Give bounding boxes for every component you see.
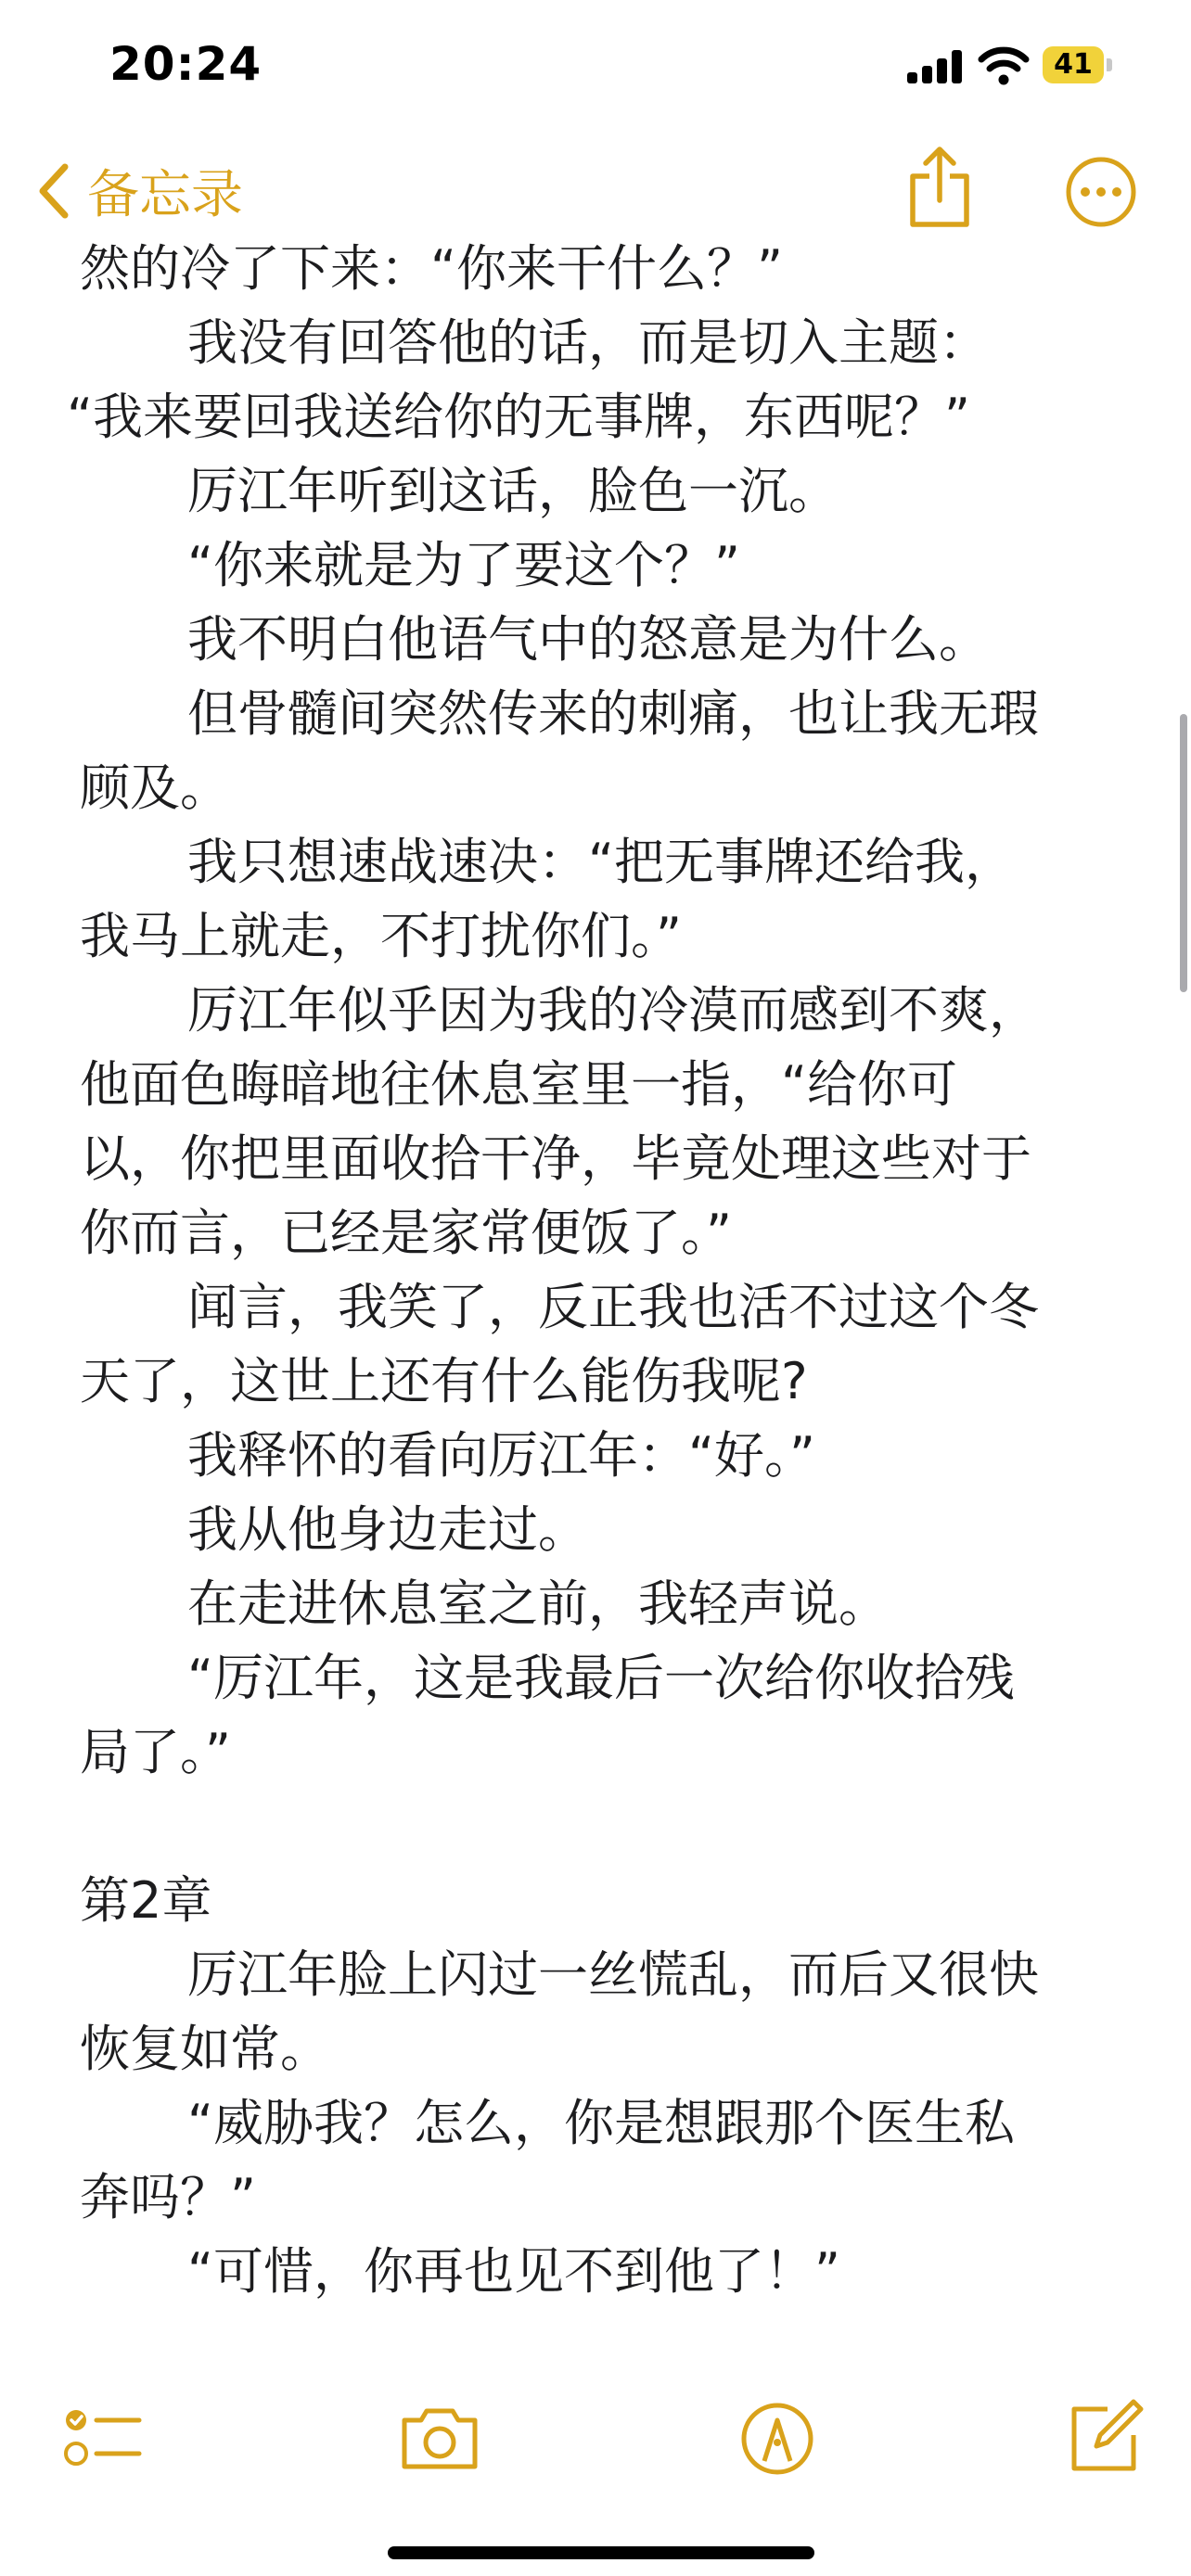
note-line: 在走进休息室之前，我轻声说。	[187, 1575, 889, 1633]
camera-icon[interactable]	[395, 2392, 484, 2481]
note-line: 你而言，已经是家常便饭了。”	[80, 1204, 732, 1262]
note-body[interactable]	[67, 232, 1119, 2309]
blank-line	[80, 1790, 1119, 1864]
nav-bar	[0, 139, 1191, 246]
chevron-left-icon	[33, 161, 74, 221]
checklist-icon[interactable]	[58, 2392, 147, 2481]
note-line: 我马上就走，不打扰你们。”	[80, 907, 682, 965]
note-line: “你来就是为了要这个？”	[187, 536, 740, 594]
note-line: 厉江年似乎因为我的冷漠而感到不爽，	[187, 981, 1039, 1039]
note-line: “我来要回我送给你的无事牌，东西呢？”	[67, 388, 970, 446]
note-line: “威胁我？怎么，你是想跟那个医生私	[187, 2094, 1015, 2152]
back-button[interactable]	[33, 158, 243, 224]
back-label: 备忘录	[87, 165, 243, 225]
status-time: 20:24	[109, 37, 263, 91]
note-line: 我不明白他语气中的怒意是为什么。	[187, 610, 989, 669]
chapter-heading: 第2章	[80, 1871, 212, 1930]
note-line: “可惜，你再也见不到他了！”	[187, 2242, 840, 2301]
battery-level: 41	[1054, 48, 1093, 81]
note-line: 我从他身边走过。	[187, 1500, 588, 1559]
note-line: 顾及。	[80, 759, 230, 817]
bottom-toolbar	[0, 2374, 1191, 2485]
battery-icon	[1043, 46, 1113, 83]
note-line: “厉江年，这是我最后一次给你收拾残	[187, 1649, 1015, 1707]
pen-tip-icon[interactable]	[733, 2392, 822, 2481]
note-line: 我只想速战速决：“把无事牌还给我，	[187, 833, 1015, 891]
note-line: 闻言，我笑了，反正我也活不过这个冬	[187, 1278, 1039, 1336]
wifi-icon	[978, 45, 1030, 85]
note-line: 局了。”	[80, 1723, 231, 1781]
note-line: 他面色晦暗地往休息室里一指，“给你可	[80, 1055, 957, 1114]
note-line: 但骨髓间突然传来的刺痛，也让我无瑕	[187, 684, 1039, 743]
note-line: 恢复如常。	[80, 2020, 330, 2078]
status-bar	[0, 0, 1191, 139]
note-line: 以，你把里面收拾干净，毕竟处理这些对于	[80, 1129, 1031, 1188]
scroll-indicator[interactable]	[1180, 714, 1187, 992]
note-line: 天了，这世上还有什么能伤我呢?	[80, 1352, 808, 1410]
note-line: 厉江年脸上闪过一丝慌乱，而后又很快	[187, 1945, 1039, 2004]
compose-icon[interactable]	[1059, 2392, 1148, 2481]
home-indicator[interactable]	[388, 2546, 814, 2559]
note-line: 奔吗？”	[80, 2168, 256, 2226]
more-icon[interactable]	[1065, 156, 1137, 228]
note-line: 然的冷了下来：“你来干什么？”	[80, 239, 783, 298]
cellular-signal-icon	[907, 50, 965, 83]
note-line: 我没有回答他的话，而是切入主题：	[187, 313, 989, 372]
share-icon[interactable]	[905, 145, 974, 230]
note-line: 我释怀的看向厉江年：“好。”	[187, 1426, 815, 1485]
note-line: 厉江年听到这话，脸色一沉。	[187, 462, 839, 520]
